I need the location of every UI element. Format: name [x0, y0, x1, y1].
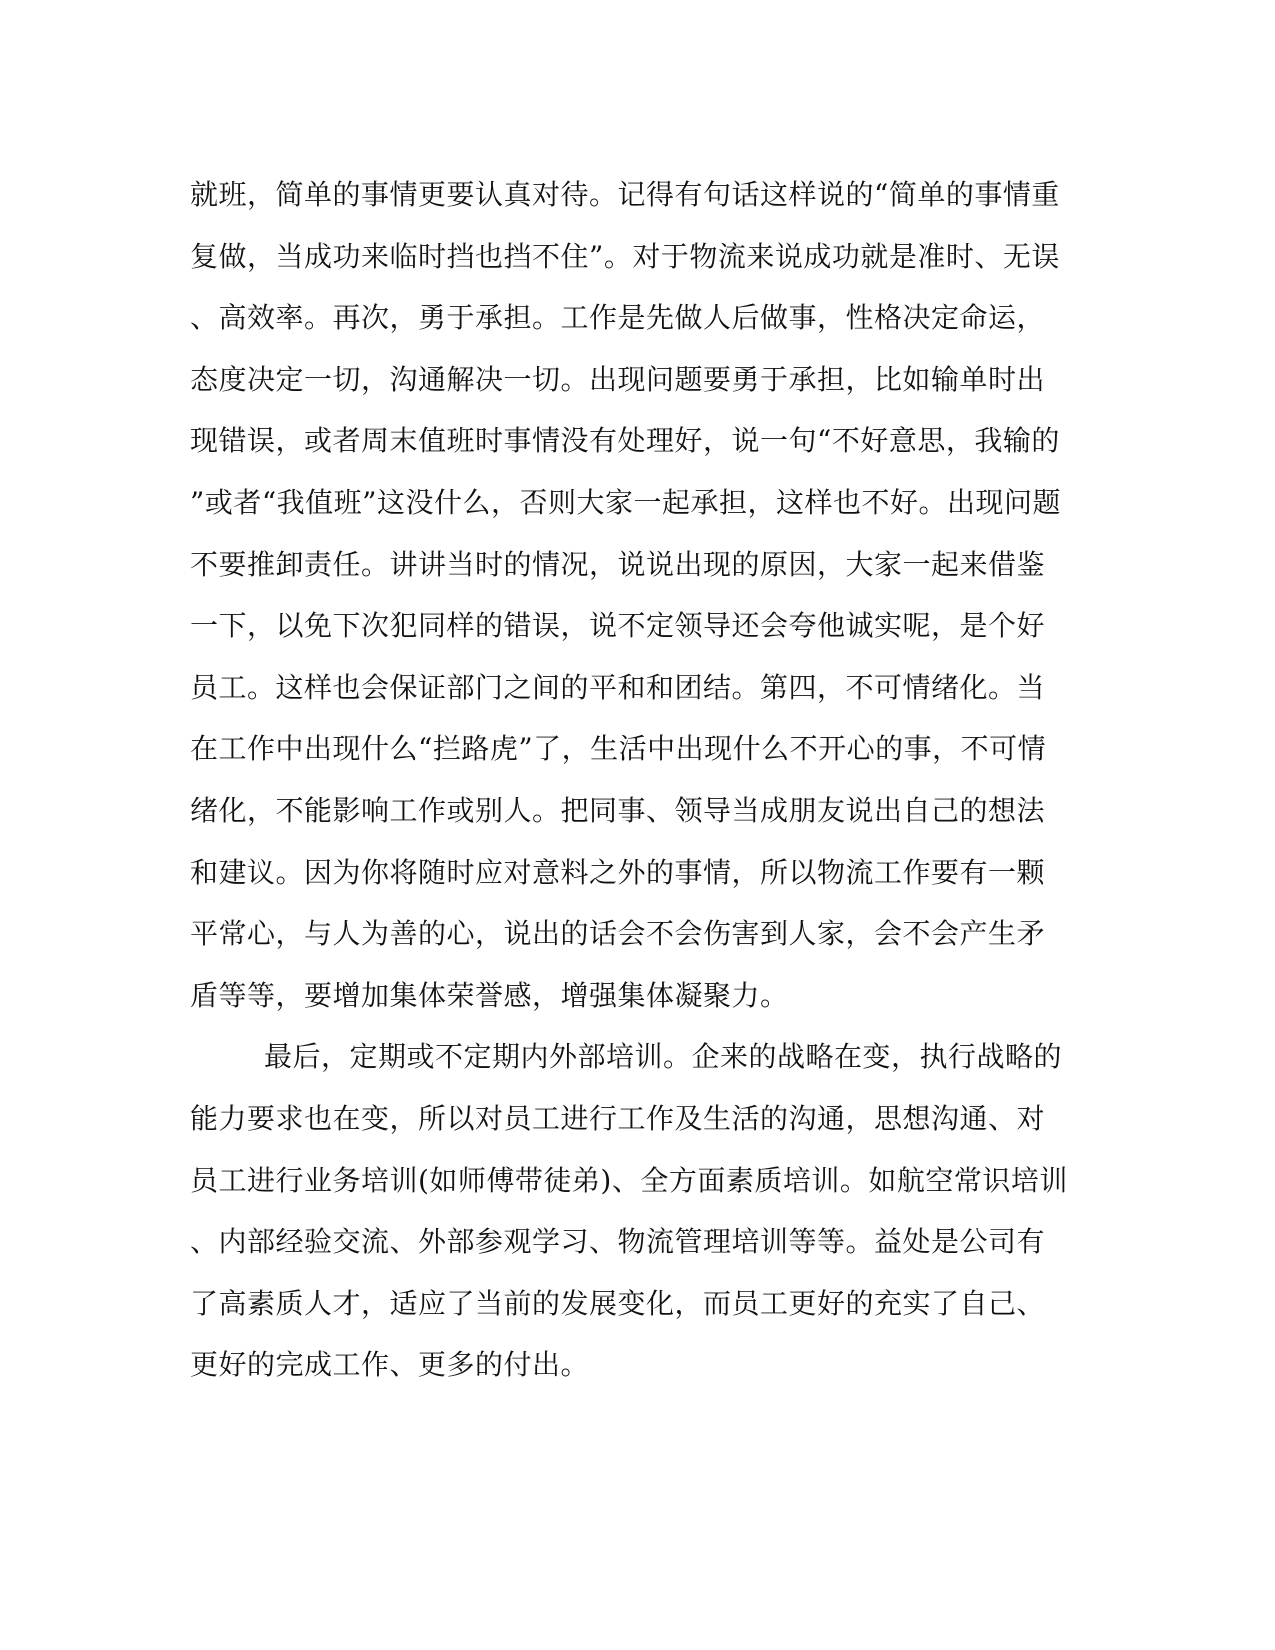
text-line: 在工作中出现什么“拦路虎”了，生活中出现什么不开心的事，不可情 — [190, 732, 1047, 766]
text-line: 盾等等，要增加集体荣誉感，增强集体凝聚力。 — [190, 978, 789, 1012]
text-line: 员工。这样也会保证部门之间的平和和团结。第四，不可情绪化。当 — [190, 670, 1046, 704]
text-line: 态度决定一切，沟通解决一切。出现问题要勇于承担，比如输单时出 — [190, 362, 1046, 396]
text-line: 员工进行业务培训(如师傅带徒弟)、全方面素质培训。如航空常识培训 — [190, 1163, 1068, 1197]
text-line: 和建议。因为你将随时应对意料之外的事情，所以物流工作要有一颗 — [190, 855, 1046, 889]
text-line: 不要推卸责任。讲讲当时的情况，说说出现的原因，大家一起来借鉴 — [190, 547, 1046, 581]
text-line: 、高效率。再次，勇于承担。工作是先做人后做事，性格决定命运， — [190, 301, 1046, 335]
body-text — [190, 164, 1070, 1396]
text-line: ”或者“我值班”这没什么，否则大家一起承担，这样也不好。出现问题 — [190, 485, 1061, 519]
text-line: 平常心，与人为善的心，说出的话会不会伤害到人家，会不会产生矛 — [190, 917, 1046, 951]
text-line: 绪化，不能影响工作或别人。把同事、领导当成朋友说出自己的想法 — [190, 793, 1046, 827]
text-line: 能力要求也在变，所以对员工进行工作及生活的沟通，思想沟通、对 — [190, 1101, 1046, 1135]
text-line-paragraph-start: 最后，定期或不定期内外部培训。企来的战略在变，执行战略的 — [264, 1040, 1063, 1074]
text-line: 、内部经验交流、外部参观学习、物流管理培训等等。益处是公司有 — [190, 1225, 1046, 1259]
text-line: 复做，当成功来临时挡也挡不住”。对于物流来说成功就是准时、无误 — [190, 239, 1060, 273]
text-line: 一下，以免下次犯同样的错误，说不定领导还会夸他诚实呢，是个好 — [190, 609, 1046, 643]
text-line: 现错误，或者周末值班时事情没有处理好，说一句“不好意思，我输的 — [190, 424, 1060, 458]
text-line: 就班，简单的事情更要认真对待。记得有句话这样说的“简单的事情重 — [190, 178, 1060, 211]
text-line: 更好的完成工作、更多的付出。 — [190, 1348, 590, 1382]
text-line: 了高素质人才，适应了当前的发展变化，而员工更好的充实了自己、 — [190, 1286, 1046, 1320]
